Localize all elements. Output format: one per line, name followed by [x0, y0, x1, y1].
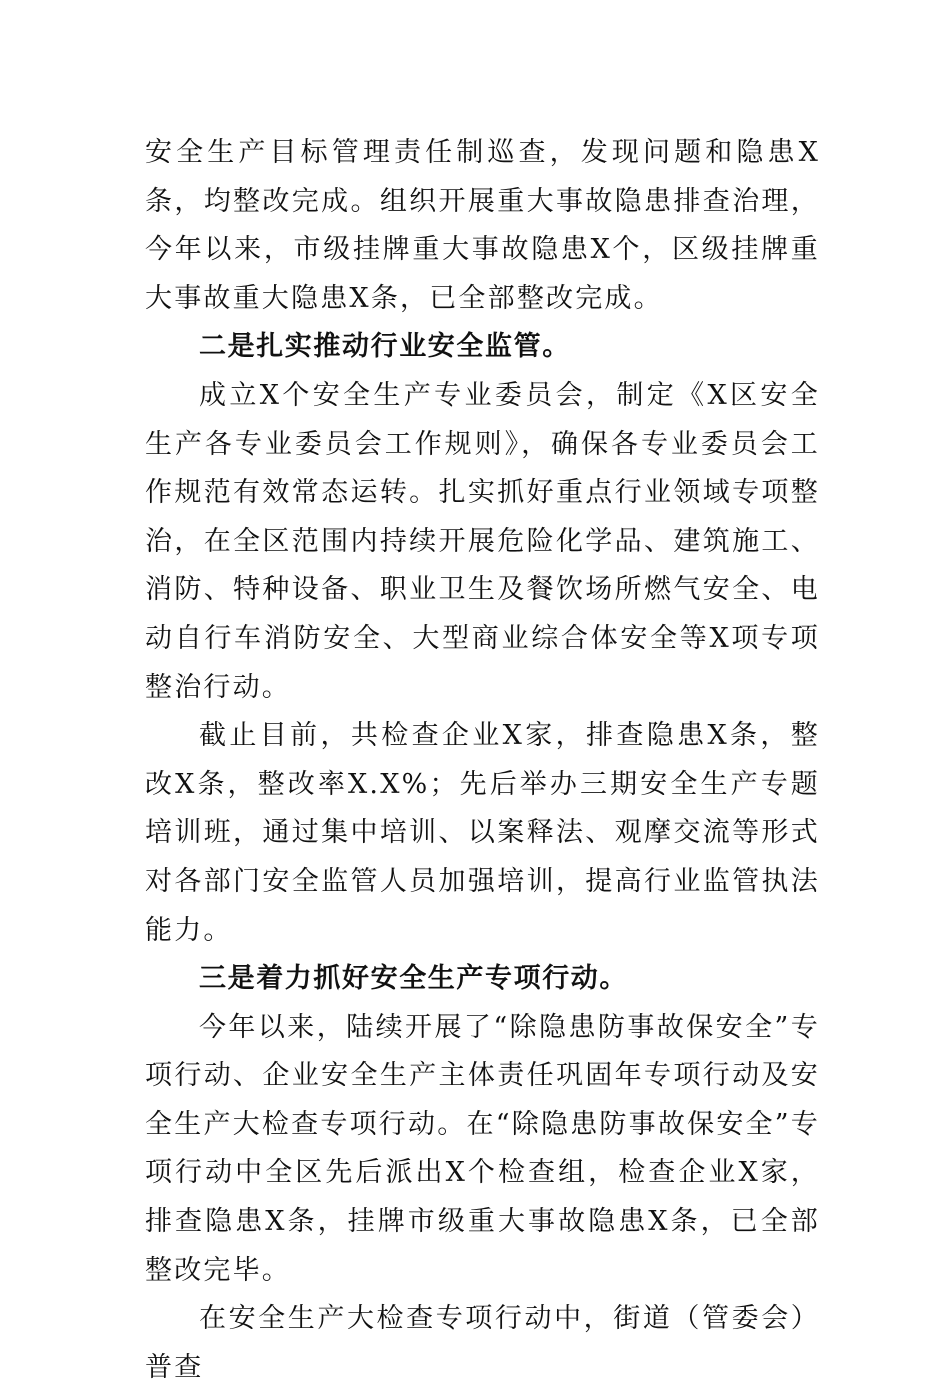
paragraph-general-inspection: 在安全生产大检查专项行动中，街道（管委会）普查 [145, 1303, 820, 1383]
paragraph-inspection-stats: 截止目前，共检查企业X家，排查隐患X条，整改X条，整改率X.X%；先后举办三期安全生产专题培训班，通过集中培训、以案释法、观摩交流等形式对各部门安全监管人员加强培训，提高行业监管执法能力。 [145, 720, 820, 946]
paragraph-continued: 安全生产目标管理责任制巡查，发现问题和隐患X条，均整改完成。组织开展重大事故隐患排查治理，今年以来，市级挂牌重大事故隐患X个，区级挂牌重大事故重大隐患X条，已全部整改完成。 [145, 137, 820, 314]
section-heading-3: 三是着力抓好安全生产专项行动。 [199, 963, 628, 995]
paragraph-committees: 成立X个安全生产专业委员会，制定《X区安全生产各专业委员会工作规则》，确保各专业委员会工作规范有效常态运转。扎实抓好重点行业领域专项整治，在全区范围内持续开展危险化学品、建筑施工、消防、特种设备、职业卫生及餐饮场所燃气安全、电动自行车消防安全、大型商业综合体安全等X项专项整治行动。 [145, 379, 820, 703]
section-heading-2: 二是扎实推动行业安全监管。 [199, 331, 571, 363]
document-body [145, 129, 820, 1392]
paragraph-special-actions: 今年以来，陆续开展了“除隐患防事故保安全”专项行动、企业安全生产主体责任巩固年专项行动及安全生产大检查专项行动。在“除隐患防事故保安全”专项行动中全区先后派出X个检查组，检查企业X家，排查隐患X条，挂牌市级重大事故隐患X条，已全部整改完毕。 [145, 1011, 820, 1286]
